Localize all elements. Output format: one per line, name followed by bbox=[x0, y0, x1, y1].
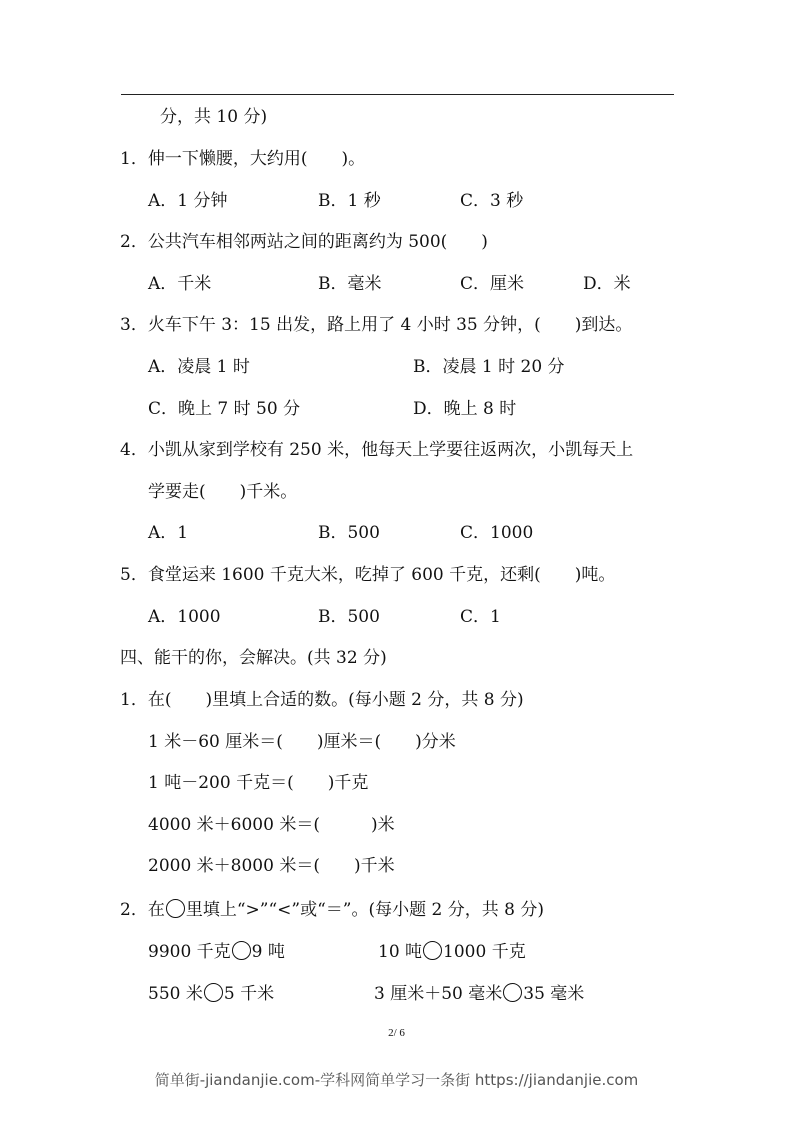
compare-item-1-left: 9900 千克 bbox=[148, 942, 231, 962]
s4-q2-stem-prefix: 2．在 bbox=[120, 900, 165, 920]
q4-option-a: A．1 bbox=[148, 523, 189, 543]
s4-question-1-stem: 1．在( )里填上合适的数。(每小题 2 分，共 8 分) bbox=[120, 690, 524, 710]
compare-item-4 bbox=[374, 983, 584, 1005]
q5-option-c: C．1 bbox=[460, 607, 501, 627]
compare-blank-circle-icon bbox=[232, 941, 251, 960]
s4-q1-line-3: 4000 米＋6000 米＝( )米 bbox=[148, 815, 395, 835]
s4-q1-line-2: 1 吨－200 千克＝( )千克 bbox=[148, 773, 369, 793]
header-rule bbox=[121, 94, 674, 95]
compare-blank-circle-icon bbox=[204, 983, 223, 1002]
compare-item-1-right: 9 吨 bbox=[251, 942, 285, 962]
q2-option-a: A．千米 bbox=[148, 274, 212, 294]
q2-option-b: B．毫米 bbox=[318, 274, 382, 294]
question-2-stem: 2．公共汽车相邻两站之间的距离约为 500( ) bbox=[120, 232, 488, 252]
compare-item-3-left: 550 米 bbox=[148, 984, 203, 1004]
compare-item-2-left: 10 吨 bbox=[378, 942, 423, 962]
section-4-title: 四、能干的你，会解决。(共 32 分) bbox=[120, 648, 387, 668]
compare-blank-circle-icon bbox=[423, 941, 442, 960]
compare-item-2 bbox=[378, 941, 526, 963]
s4-question-2-stem bbox=[120, 899, 544, 921]
question-3-stem: 3．火车下午 3：15 出发，路上用了 4 小时 35 分钟，( )到达。 bbox=[120, 315, 633, 335]
question-4-stem-line2: 学要走( )千米。 bbox=[148, 482, 298, 502]
q3-option-b: B．凌晨 1 时 20 分 bbox=[413, 357, 565, 377]
page-number: 2/ 6 bbox=[388, 1027, 405, 1039]
compare-item-3 bbox=[148, 983, 274, 1005]
question-5-stem: 5．食堂运来 1600 千克大米，吃掉了 600 千克，还剩( )吨。 bbox=[120, 565, 616, 585]
compare-circle-icon bbox=[166, 899, 185, 918]
section-score-tail: 分，共 10 分) bbox=[160, 107, 268, 127]
site-footer: 简单街-jiandanjie.com-学科网简单学习一条街 https://jiandanjie.com bbox=[154, 1071, 639, 1089]
compare-item-2-right: 1000 千克 bbox=[443, 942, 526, 962]
s4-q1-line-1: 1 米－60 厘米＝( )厘米＝( )分米 bbox=[148, 732, 456, 752]
compare-blank-circle-icon bbox=[503, 983, 522, 1002]
compare-item-4-left: 3 厘米＋50 毫米 bbox=[374, 984, 503, 1004]
question-4-stem-line1: 4．小凯从家到学校有 250 米，他每天上学要往返两次，小凯每天上 bbox=[120, 440, 634, 460]
q3-option-d: D．晚上 8 时 bbox=[413, 399, 517, 419]
q1-option-c: C．3 秒 bbox=[460, 191, 524, 211]
q4-option-c: C．1000 bbox=[460, 523, 534, 543]
compare-item-3-right: 5 千米 bbox=[223, 984, 275, 1004]
compare-item-1 bbox=[148, 941, 285, 963]
q1-option-a: A．1 分钟 bbox=[148, 191, 228, 211]
s4-q1-line-4: 2000 米＋8000 米＝( )千米 bbox=[148, 856, 395, 876]
q1-option-b: B．1 秒 bbox=[318, 191, 381, 211]
s4-q2-stem-suffix: 里填上“>”“<”或“＝”。(每小题 2 分，共 8 分) bbox=[185, 900, 544, 920]
q3-option-c: C．晚上 7 时 50 分 bbox=[148, 399, 301, 419]
q5-option-b: B．500 bbox=[318, 607, 380, 627]
q5-option-a: A．1000 bbox=[148, 607, 221, 627]
q4-option-b: B．500 bbox=[318, 523, 380, 543]
compare-item-4-right: 35 毫米 bbox=[523, 984, 585, 1004]
q2-option-c: C．厘米 bbox=[460, 274, 525, 294]
question-1-stem: 1．伸一下懒腰，大约用( )。 bbox=[120, 149, 366, 169]
q3-option-a: A．凌晨 1 时 bbox=[148, 357, 250, 377]
q2-option-d: D．米 bbox=[583, 274, 631, 294]
